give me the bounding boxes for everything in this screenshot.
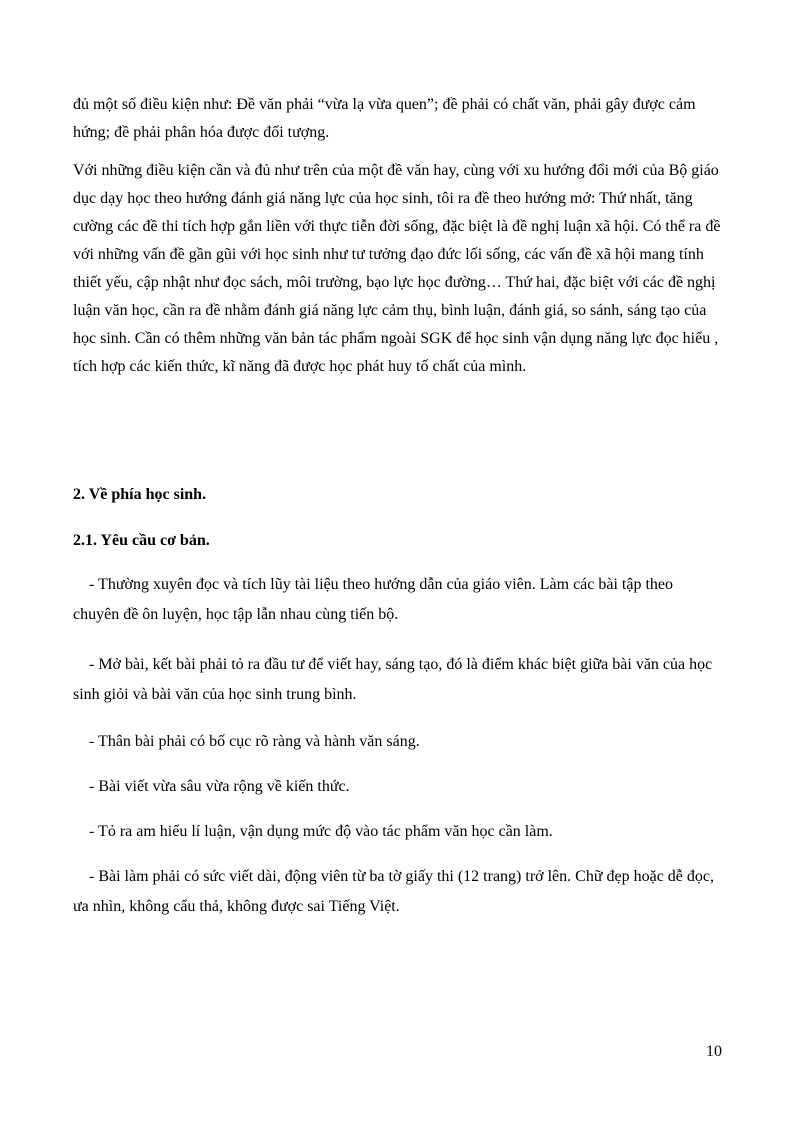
subsection-heading: 2.1. Yêu cầu cơ bản. [73, 532, 210, 549]
list-item: - Tỏ ra am hiểu lí luận, vận dụng mức độ vào tác phẩm văn học cần làm. [89, 823, 553, 840]
page-number: 10 [706, 1043, 722, 1060]
main-paragraph: Với những điều kiện cần và đủ như trên của một đề văn hay, cùng với xu hướng đổi mới của Bộ giáo dục dạy học theo hướng đánh giá năng lực của học sinh, tôi ra đề theo hướng mở: Thứ nhất, tăng cường các đề thi tích hợp gắn liền với thực tiễn đời sống, đặc biệt là đề nghị luận xã hội. Có thể ra đề với những vấn đề gần gũi với học sinh như tư tưởng đạo đức lối sống, các vấn đề xã hội mang tính thiết yếu, cập nhật như đọc sách, môi trường, bạo lực học đường… Thứ hai, đặc biệt với các đề nghị luận văn học, cần ra đề nhằm đánh giá năng lực cảm thụ, bình luận, đánh giá, so sánh, sáng tạo của học sinh. Cần có thêm những văn bản tác phẩm ngoài SGK để học sinh vận dụng năng lực đọc hiểu , tích hợp các kiến thức, kĩ năng đã được học phát huy tố chất của mình. [73, 162, 721, 375]
list-item: - Mở bài, kết bài phải tỏ ra đầu tư để viết hay, sáng tạo, đó là điểm khác biệt giữa bài văn của học sinh giỏi và bài văn của học sinh trung bình. [73, 656, 713, 703]
list-item: - Bài viết vừa sâu vừa rộng về kiến thức. [89, 778, 350, 795]
list-item: - Bài làm phải có sức viết dài, động viên từ ba tờ giấy thi (12 trang) trở lên. Chữ đẹp hoặc dễ đọc, ưa nhìn, không cẩu thả, không được sai Tiếng Việt. [73, 868, 714, 915]
list-item: - Thân bài phải có bố cục rõ ràng và hành văn sáng. [89, 733, 420, 750]
list-item: - Thường xuyên đọc và tích lũy tài liệu theo hướng dẫn của giáo viên. Làm các bài tập theo chuyên đề ôn luyện, học tập lẫn nhau cùng tiến bộ. [73, 576, 674, 623]
section-heading: 2. Về phía học sinh. [73, 486, 207, 503]
continuation-paragraph: đủ một số điều kiện như: Đề văn phải “vừa lạ vừa quen”; đề phải có chất văn, phải gây được cảm hứng; đề phải phân hóa được đối tượng. [73, 96, 696, 141]
